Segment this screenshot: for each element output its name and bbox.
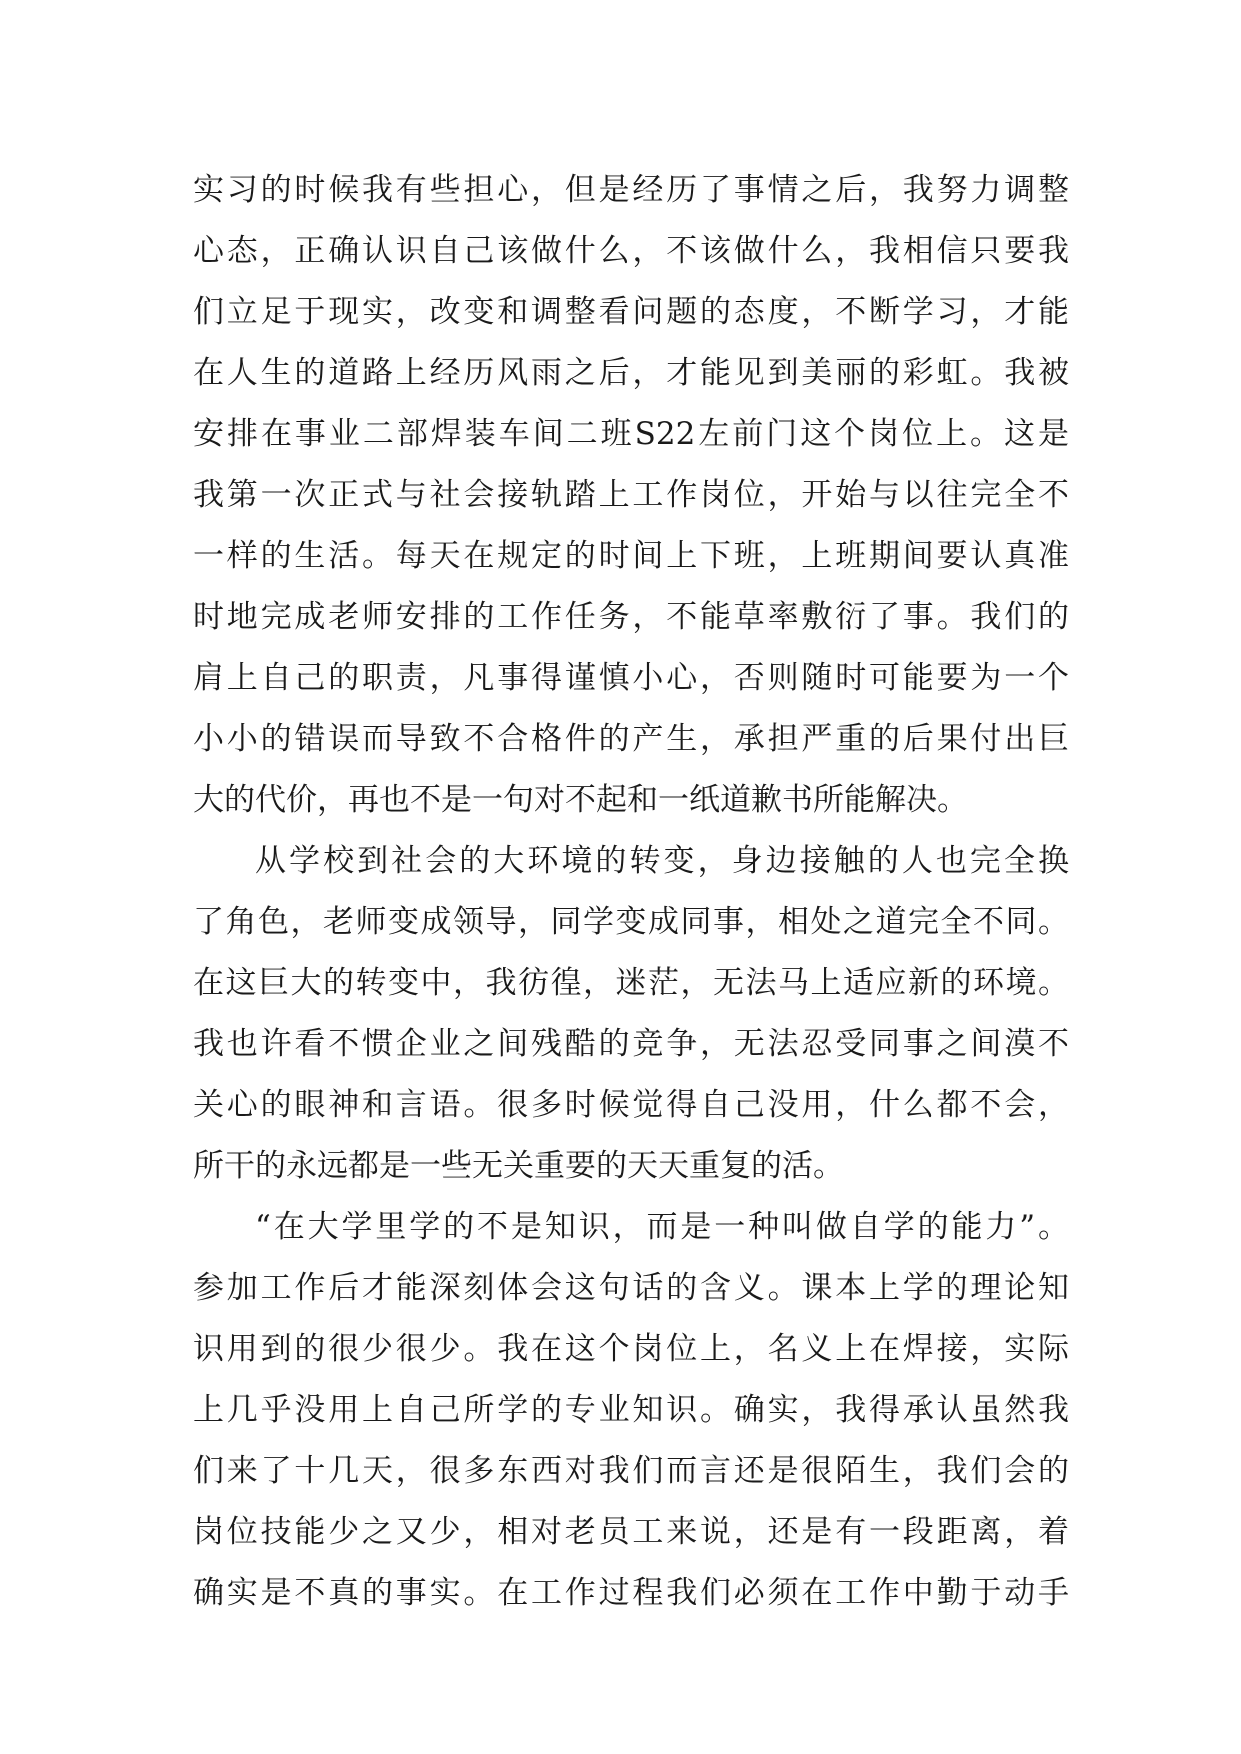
text-line: 安排在事业二部焊装车间二班S22左前门这个岗位上。这是 bbox=[193, 416, 1069, 452]
paragraph-2 bbox=[193, 831, 1069, 1197]
text-line: 一样的生活。每天在规定的时间上下班，上班期间要认真准 bbox=[193, 538, 1069, 574]
text-line: 肩上自己的职责，凡事得谨慎小心，否则随时可能要为一个 bbox=[193, 660, 1069, 696]
text-line: 在人生的道路上经历风雨之后，才能见到美丽的彩虹。我被 bbox=[193, 355, 1069, 391]
text-line: 心态，正确认识自己该做什么，不该做什么，我相信只要我 bbox=[193, 233, 1069, 269]
paragraph-3 bbox=[193, 1197, 1069, 1624]
text-line: 识用到的很少很少。我在这个岗位上，名义上在焊接，实际 bbox=[193, 1331, 1069, 1367]
text-line: 了角色，老师变成领导，同学变成同事，相处之道完全不同。 bbox=[193, 904, 1069, 940]
text-line: 在这巨大的转变中，我彷徨，迷茫，无法马上适应新的环境。 bbox=[193, 965, 1069, 1001]
text-line: 我第一次正式与社会接轨踏上工作岗位，开始与以往完全不 bbox=[193, 477, 1069, 513]
text-line: 所干的永远都是一些无关重要的天天重复的活。 bbox=[193, 1148, 844, 1184]
text-line: 参加工作后才能深刻体会这句话的含义。课本上学的理论知 bbox=[193, 1270, 1069, 1306]
text-line: 实习的时候我有些担心，但是经历了事情之后，我努力调整 bbox=[193, 172, 1069, 208]
text-line: 关心的眼神和言语。很多时候觉得自己没用，什么都不会， bbox=[193, 1087, 1069, 1123]
paragraph-1 bbox=[193, 160, 1069, 831]
text-line: 们来了十几天，很多东西对我们而言还是很陌生，我们会的 bbox=[193, 1453, 1069, 1489]
text-line: “在大学里学的不是知识，而是一种叫做自学的能力”。 bbox=[255, 1209, 1069, 1245]
text-line: 岗位技能少之又少，相对老员工来说，还是有一段距离，着 bbox=[193, 1514, 1069, 1550]
text-line: 小小的错误而导致不合格件的产生，承担严重的后果付出巨 bbox=[193, 721, 1069, 757]
text-line: 我也许看不惯企业之间残酷的竞争，无法忍受同事之间漠不 bbox=[193, 1026, 1069, 1062]
text-line: 们立足于现实，改变和调整看问题的态度，不断学习，才能 bbox=[193, 294, 1069, 330]
text-line: 大的代价，再也不是一句对不起和一纸道歉书所能解决。 bbox=[193, 782, 968, 818]
text-line: 上几乎没用上自己所学的专业知识。确实，我得承认虽然我 bbox=[193, 1392, 1069, 1428]
text-line: 时地完成老师安排的工作任务，不能草率敷衍了事。我们的 bbox=[193, 599, 1069, 635]
body-text bbox=[193, 160, 1069, 1624]
text-line: 确实是不真的事实。在工作过程我们必须在工作中勤于动手 bbox=[193, 1575, 1069, 1611]
text-line: 从学校到社会的大环境的转变，身边接触的人也完全换 bbox=[255, 843, 1069, 879]
